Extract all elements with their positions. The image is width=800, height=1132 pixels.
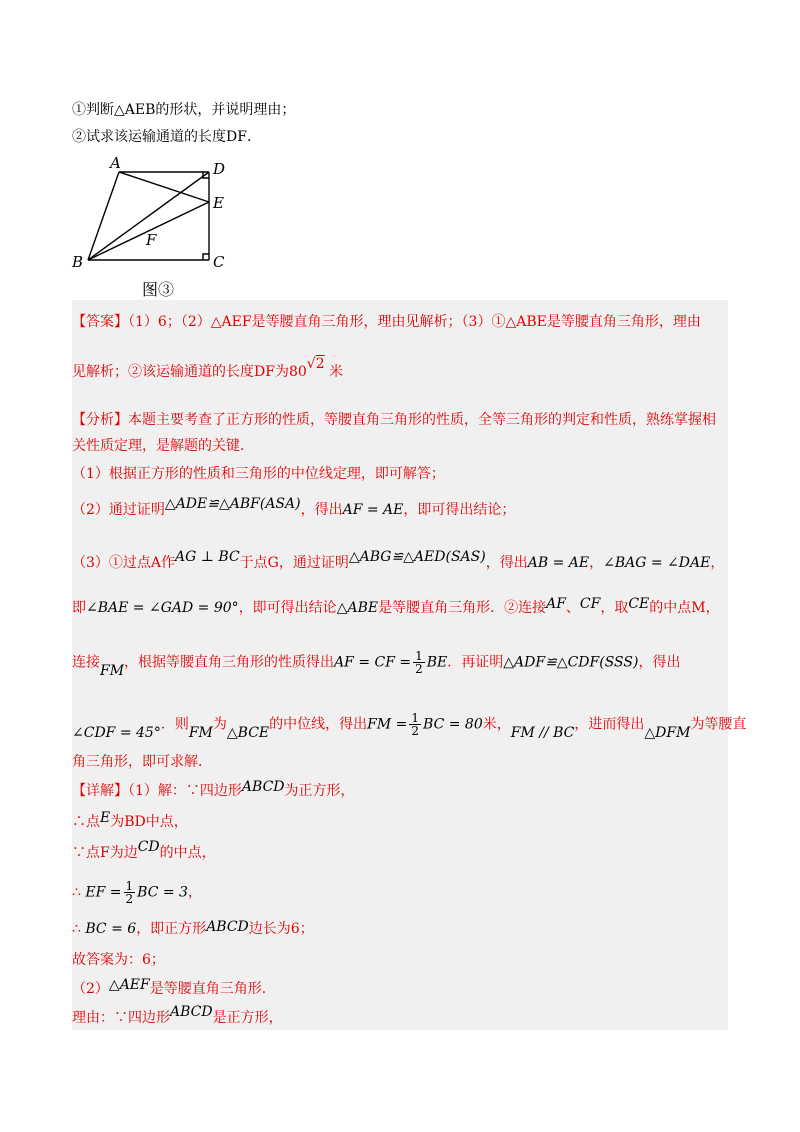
analysis-line: 角三角形，即可求解． <box>72 754 212 770</box>
label-E: E <box>213 194 224 212</box>
detail-line: ∵点F为边CD的中点， <box>72 839 216 861</box>
detail-line: ∴点E为BD中点， <box>72 810 188 830</box>
label-B: B <box>72 253 84 271</box>
detail-line: （2）△AEF是等腰直角三角形． <box>72 977 276 997</box>
question-part-2: ②试求该运输通道的长度DF． <box>72 129 261 145</box>
analysis-line: 即∠BAE = ∠GAD = 90°，即可得出结论△ABE是等腰直角三角形．②连接AF、CF，取CE的中点M， <box>72 596 720 616</box>
geometry-figure <box>66 152 236 302</box>
analysis-line: ∠CDF = 45°．则FM为△BCE的中位线，得出FM = $\frac{1}{2}$ BC = 80米，FM // BC，进而得出△DFM为等腰直 <box>72 711 747 741</box>
detail-line: 理由：∵四边形ABCD是正方形， <box>72 1004 283 1026</box>
analysis-line: （1）根据正方形的性质和三角形的中位线定理，即可解答； <box>72 466 445 482</box>
analysis-line: 关性质定理，是解题的关键． <box>72 438 254 454</box>
label-A: A <box>110 154 121 172</box>
label-C: C <box>213 253 225 271</box>
question-part-1: ①判断△AEB的形状，并说明理由； <box>72 102 296 118</box>
analysis-line: 【分析】本题主要考查了正方形的性质，等腰直角三角形的性质，全等三角形的判定和性质，熟练掌握相 <box>72 412 716 428</box>
detail-line: ∴ BC = 6，即正方形ABCD边长为6； <box>72 919 314 937</box>
analysis-line: （3）①过点A作AG ⊥ BC于点G，通过证明△ABG≌△AED(SAS)，得出AB = AE，∠BAG = ∠DAE， <box>72 549 725 571</box>
analysis-line: （2）通过证明△ADE≌△ABF(ASA)，得出AF = AE，即可得出结论； <box>72 496 516 518</box>
answer-line-2: 见解析；②该运输通道的长度DF为80√2 米 <box>72 356 344 380</box>
detail-line: 故答案为：6； <box>72 952 165 968</box>
figure-caption: 图③ <box>142 280 175 299</box>
label-F: F <box>146 231 157 249</box>
label-D: D <box>213 160 226 178</box>
sqrt-2-icon: √2 <box>306 356 325 372</box>
analysis-line: 连接FM，根据等腰直角三角形的性质得出AF = CF = $\frac{1}{2}$ BE．再证明△ADF≌△CDF(SSS)，得出 <box>72 649 681 679</box>
detail-line: 【详解】（1）解：∵四边形ABCD为正方形， <box>72 779 355 799</box>
detail-line: ∴ EF = $\frac{1}{2}$ BC = 3， <box>72 879 202 906</box>
answer-line: 【答案】（1）6；（2）△AEF是等腰直角三角形，理由见解析；（3）①△ABE是等腰直角三角形，理由 <box>72 314 701 330</box>
